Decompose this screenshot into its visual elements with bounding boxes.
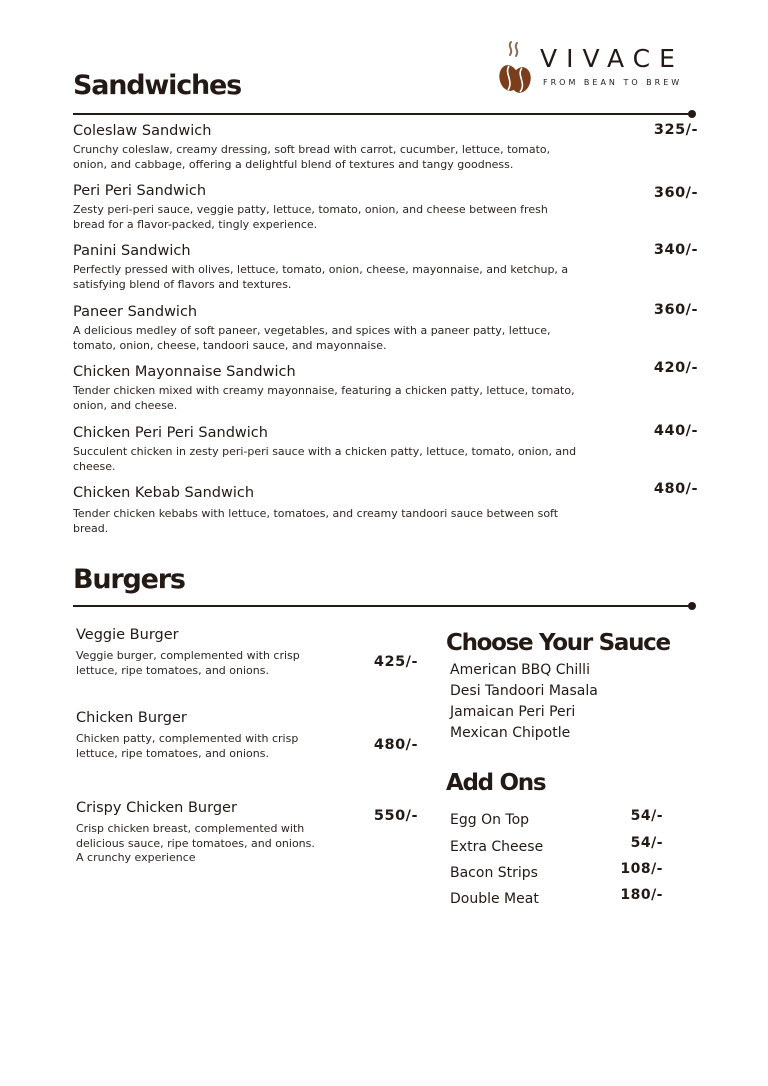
menu-item	[76, 709, 418, 761]
addon-price: 54/-	[630, 808, 663, 824]
brand-name: VIVACE	[540, 44, 684, 73]
section-title-addons: Add Ons	[446, 770, 546, 796]
item-price: 360/-	[653, 185, 698, 201]
item-name: Veggie Burger	[76, 627, 179, 643]
addon-price: 180/-	[620, 887, 663, 903]
menu-item	[73, 360, 698, 413]
item-name: Crispy Chicken Burger	[76, 800, 237, 816]
item-name: Peri Peri Sandwich	[73, 183, 207, 199]
item-name: Chicken Kebab Sandwich	[73, 485, 255, 501]
item-price: 550/-	[373, 808, 418, 824]
item-name: Chicken Mayonnaise Sandwich	[73, 364, 296, 380]
brand-tagline: FROM BEAN TO BREW	[543, 78, 683, 87]
item-description: Chicken patty, complemented with crisp lettuce, ripe tomatoes, and onions.	[76, 732, 299, 760]
menu-item	[76, 626, 418, 678]
addon-name: Egg On Top	[450, 812, 530, 828]
item-price: 325/-	[653, 122, 698, 138]
item-description: Tender chicken kebabs with lettuce, tomatoes, and creamy tandoori sauce between soft bread.	[73, 507, 559, 535]
item-description: Crisp chicken breast, complemented with delicious sauce, ripe tomatoes, and onions. A crunchy experience	[76, 822, 315, 864]
item-price: 480/-	[653, 481, 698, 497]
addon-item	[450, 861, 663, 881]
item-description: Crunchy coleslaw, creamy dressing, soft bread with carrot, cucumber, lettuce, tomato, onion, and cabbage, offering a delightful blend of textures and tangy goodness.	[73, 143, 551, 171]
section-title-sandwiches: Sandwiches	[73, 70, 242, 101]
addon-item	[450, 835, 663, 855]
menu-item	[76, 799, 418, 866]
section-title-sauces: Choose Your Sauce	[446, 630, 670, 656]
coffee-bean-logo-icon	[498, 40, 532, 98]
addon-item	[450, 808, 663, 828]
item-name: Coleslaw Sandwich	[73, 123, 212, 139]
item-price: 425/-	[373, 654, 418, 670]
sauce-item: Desi Tandoori Masala	[450, 683, 598, 699]
section-divider	[73, 605, 692, 607]
menu-item	[73, 424, 698, 474]
item-price: 480/-	[373, 737, 418, 753]
sauce-item: Jamaican Peri Peri	[450, 704, 576, 720]
item-price: 360/-	[653, 302, 698, 318]
section-title-burgers: Burgers	[73, 564, 185, 595]
addon-price: 108/-	[620, 861, 663, 877]
item-description: A delicious medley of soft paneer, vegetables, and spices with a paneer patty, lettuce, tomato, onion, cheese, tandoori sauce, and mayonnaise.	[73, 324, 551, 352]
item-description: Veggie burger, complemented with crisp lettuce, ripe tomatoes, and onions.	[76, 649, 300, 677]
item-price: 340/-	[653, 242, 698, 258]
item-description: Perfectly pressed with olives, lettuce, tomato, onion, cheese, mayonnaise, and ketchup, a satisfying blend of flavors and textures.	[73, 263, 569, 291]
section-divider	[73, 113, 692, 115]
menu-item	[73, 481, 698, 536]
item-description: Tender chicken mixed with creamy mayonnaise, featuring a chicken patty, lettuce, tomato, onion, and cheese.	[73, 384, 575, 412]
menu-item	[73, 182, 698, 232]
addon-name: Extra Cheese	[450, 839, 544, 855]
addon-name: Double Meat	[450, 891, 539, 907]
menu-item	[73, 242, 698, 292]
sauce-item: American BBQ Chilli	[450, 662, 590, 678]
item-description: Zesty peri-peri sauce, veggie patty, lettuce, tomato, onion, and cheese between fresh bread for a flavor-packed, tingly experience.	[73, 203, 548, 231]
addon-item	[450, 887, 663, 907]
addon-price: 54/-	[630, 835, 663, 851]
item-name: Chicken Peri Peri Sandwich	[73, 425, 268, 441]
addon-name: Bacon Strips	[450, 865, 538, 881]
menu-item	[73, 303, 698, 353]
item-name: Chicken Burger	[76, 710, 187, 726]
item-name: Panini Sandwich	[73, 243, 191, 259]
item-name: Paneer Sandwich	[73, 304, 198, 320]
item-price: 420/-	[653, 360, 698, 376]
sauce-item: Mexican Chipotle	[450, 725, 571, 741]
item-price: 440/-	[653, 423, 698, 439]
item-description: Succulent chicken in zesty peri-peri sauce with a chicken patty, lettuce, tomato, onion, and cheese.	[73, 445, 577, 473]
menu-item	[73, 122, 698, 172]
